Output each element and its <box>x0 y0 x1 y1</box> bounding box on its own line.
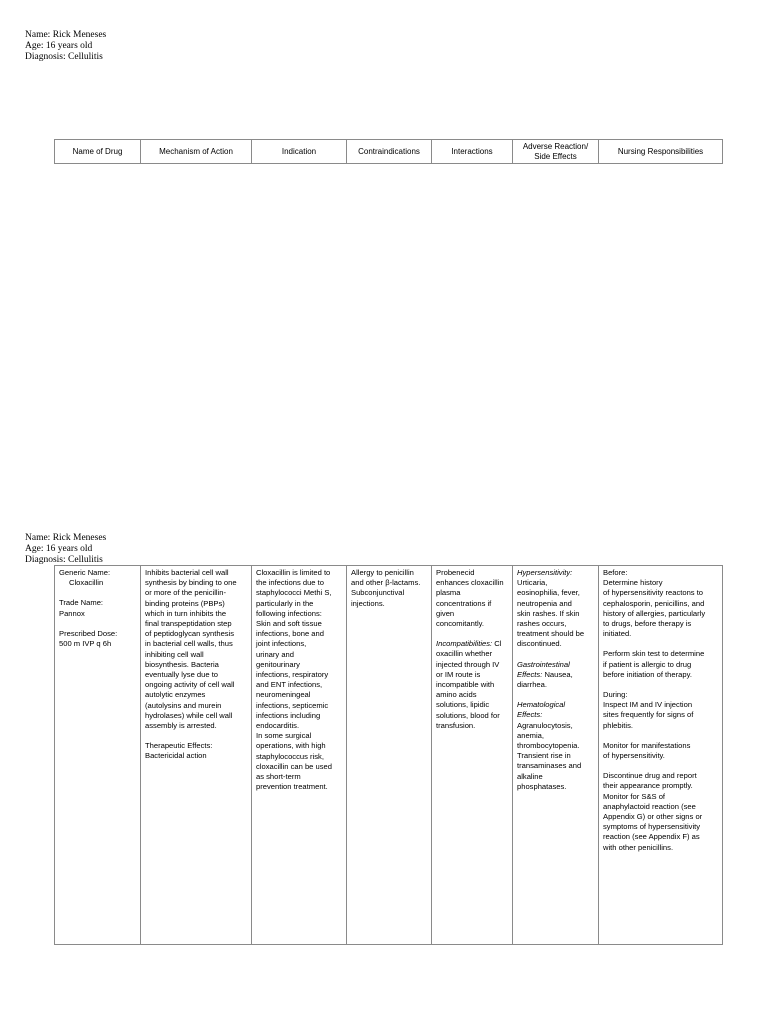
during-item-3: Discontinue drug and report their appearance promptly. Monitor for S&S of anaphylactoid reaction (see Appendix G) or other signs or symptoms of hypersensitivity reaction (see Appendix F) as with other penicillins. <box>603 771 703 852</box>
header-mechanism: Mechanism of Action <box>141 140 252 164</box>
drug-row <box>55 566 723 945</box>
generic-name-value: Cloxacillin <box>69 578 104 588</box>
patient-diagnosis: Diagnosis: Cellulitis <box>25 52 103 62</box>
patient-info-bottom <box>25 533 106 566</box>
trade-name-value: Pannox <box>59 608 85 618</box>
cell-contraindications <box>347 566 432 945</box>
contraindications-text: Allergy to penicillin and other β-lactams. Subconjunctival injections. <box>351 568 421 608</box>
header-nursing-responsibilities: Nursing Responsibilities <box>599 140 723 164</box>
header-adverse-reaction: Adverse Reaction/ Side Effects <box>513 140 599 164</box>
header-indication: Indication <box>252 140 347 164</box>
gastrointestinal-text: Nausea, diarrhea. <box>517 669 573 690</box>
before-item-2: Perform skin test to determine if patient is allergic to drug before initiation of therapy. <box>603 649 705 679</box>
interactions-text: Probenecid enhances cloxacillin plasma concentrations if given concomitantly. <box>436 568 504 629</box>
drug-study-body-table <box>54 565 723 945</box>
cell-indication <box>252 566 347 945</box>
mechanism-text: Inhibits bacterial cell wall synthesis by binding to one or more of the penicillin- binding proteins (PBPs) which in turn inhibits the final transpeptidation step of peptidoglycan synthesis in bacterial cell walls, thus inhibiting cell wall biosynthesis. Bacteria eventually lyse due to ongoing activity of cell wall autolytic enzymes (autolysins and murein hydrolases) while cell wall assembly is arrested. <box>145 568 237 731</box>
generic-name-label: Generic Name: <box>59 568 111 577</box>
gastrointestinal-label: Gastrointestinal Effects: <box>517 659 570 679</box>
therapeutic-effects-label: Therapeutic Effects: <box>145 741 213 751</box>
gastrointestinal-paragraph <box>517 660 595 691</box>
patient-info-top <box>25 30 106 63</box>
therapeutic-effects-value: Bactericidal action <box>145 751 207 761</box>
during-item-2: Monitor for manifestations of hypersensitivity. <box>603 740 691 761</box>
cell-name-of-drug <box>55 566 141 945</box>
cell-adverse-reactions <box>513 566 599 945</box>
patient-age: Age: 16 years old <box>25 544 93 554</box>
indication-text: Cloxacillin is limited to the infections due to staphylococci Methi S, particularly in the following infections: Skin and soft tissue infections, bone and joint infections, urinary and genitourinary infections, respiratory and ENT infections, neuromeningeal infections, septicemic infections including endocarditis. In some surgical operations, with high staphylococcus risk, cloxacillin can be used as short-term prevention treatment. <box>256 568 332 792</box>
hypersensitivity-text: Urticaria, eosinophilia, fever, neutropenia and skin rashes. If skin rashes occurs, treatment should be discontinued. <box>517 578 585 649</box>
cell-nursing-responsibilities <box>599 566 723 945</box>
hematological-text: Agranulocytosis, anemia, thrombocytopenia. Transient rise in transaminases and alkaline phosphatases. <box>517 720 582 791</box>
hematological-label: Hematological Effects: <box>517 700 566 720</box>
hypersensitivity-label: Hypersensitivity: <box>517 568 573 577</box>
patient-name: Name: Rick Meneses <box>25 533 107 543</box>
prescribed-dose-label: Prescribed Dose: <box>59 628 118 638</box>
during-item-1: Inspect IM and IV injection sites frequently for signs of phlebitis. <box>603 700 694 730</box>
incompatibilities-label: Incompatibilities: <box>436 639 493 649</box>
incompatibilities-paragraph <box>436 639 509 731</box>
patient-name: Name: Rick Meneses <box>25 30 107 40</box>
incompatibilities-text: Cl oxacillin whether injected through IV or IM route is incompatible with amino acids solutions, lipidic solutions, blood for transfusion. <box>436 639 502 730</box>
cell-interactions <box>432 566 513 945</box>
before-label: Before: <box>603 568 628 577</box>
before-item-1: Determine history of hypersensitivity reactons to cephalosporin, penicillins, and history of allergies, particularly to drugs, before therapy is initiated. <box>603 578 706 639</box>
prescribed-dose-value: 500 m IVP q 6h <box>59 639 112 649</box>
header-row <box>55 140 723 164</box>
cell-mechanism <box>141 566 252 945</box>
patient-diagnosis: Diagnosis: Cellulitis <box>25 555 103 565</box>
patient-age: Age: 16 years old <box>25 41 93 51</box>
header-contraindications: Contraindications <box>347 140 432 164</box>
trade-name-label: Trade Name: <box>59 598 104 608</box>
drug-study-header-table <box>54 139 723 164</box>
header-interactions: Interactions <box>432 140 513 164</box>
during-label: During: <box>603 690 628 700</box>
header-name-of-drug: Name of Drug <box>55 140 141 164</box>
